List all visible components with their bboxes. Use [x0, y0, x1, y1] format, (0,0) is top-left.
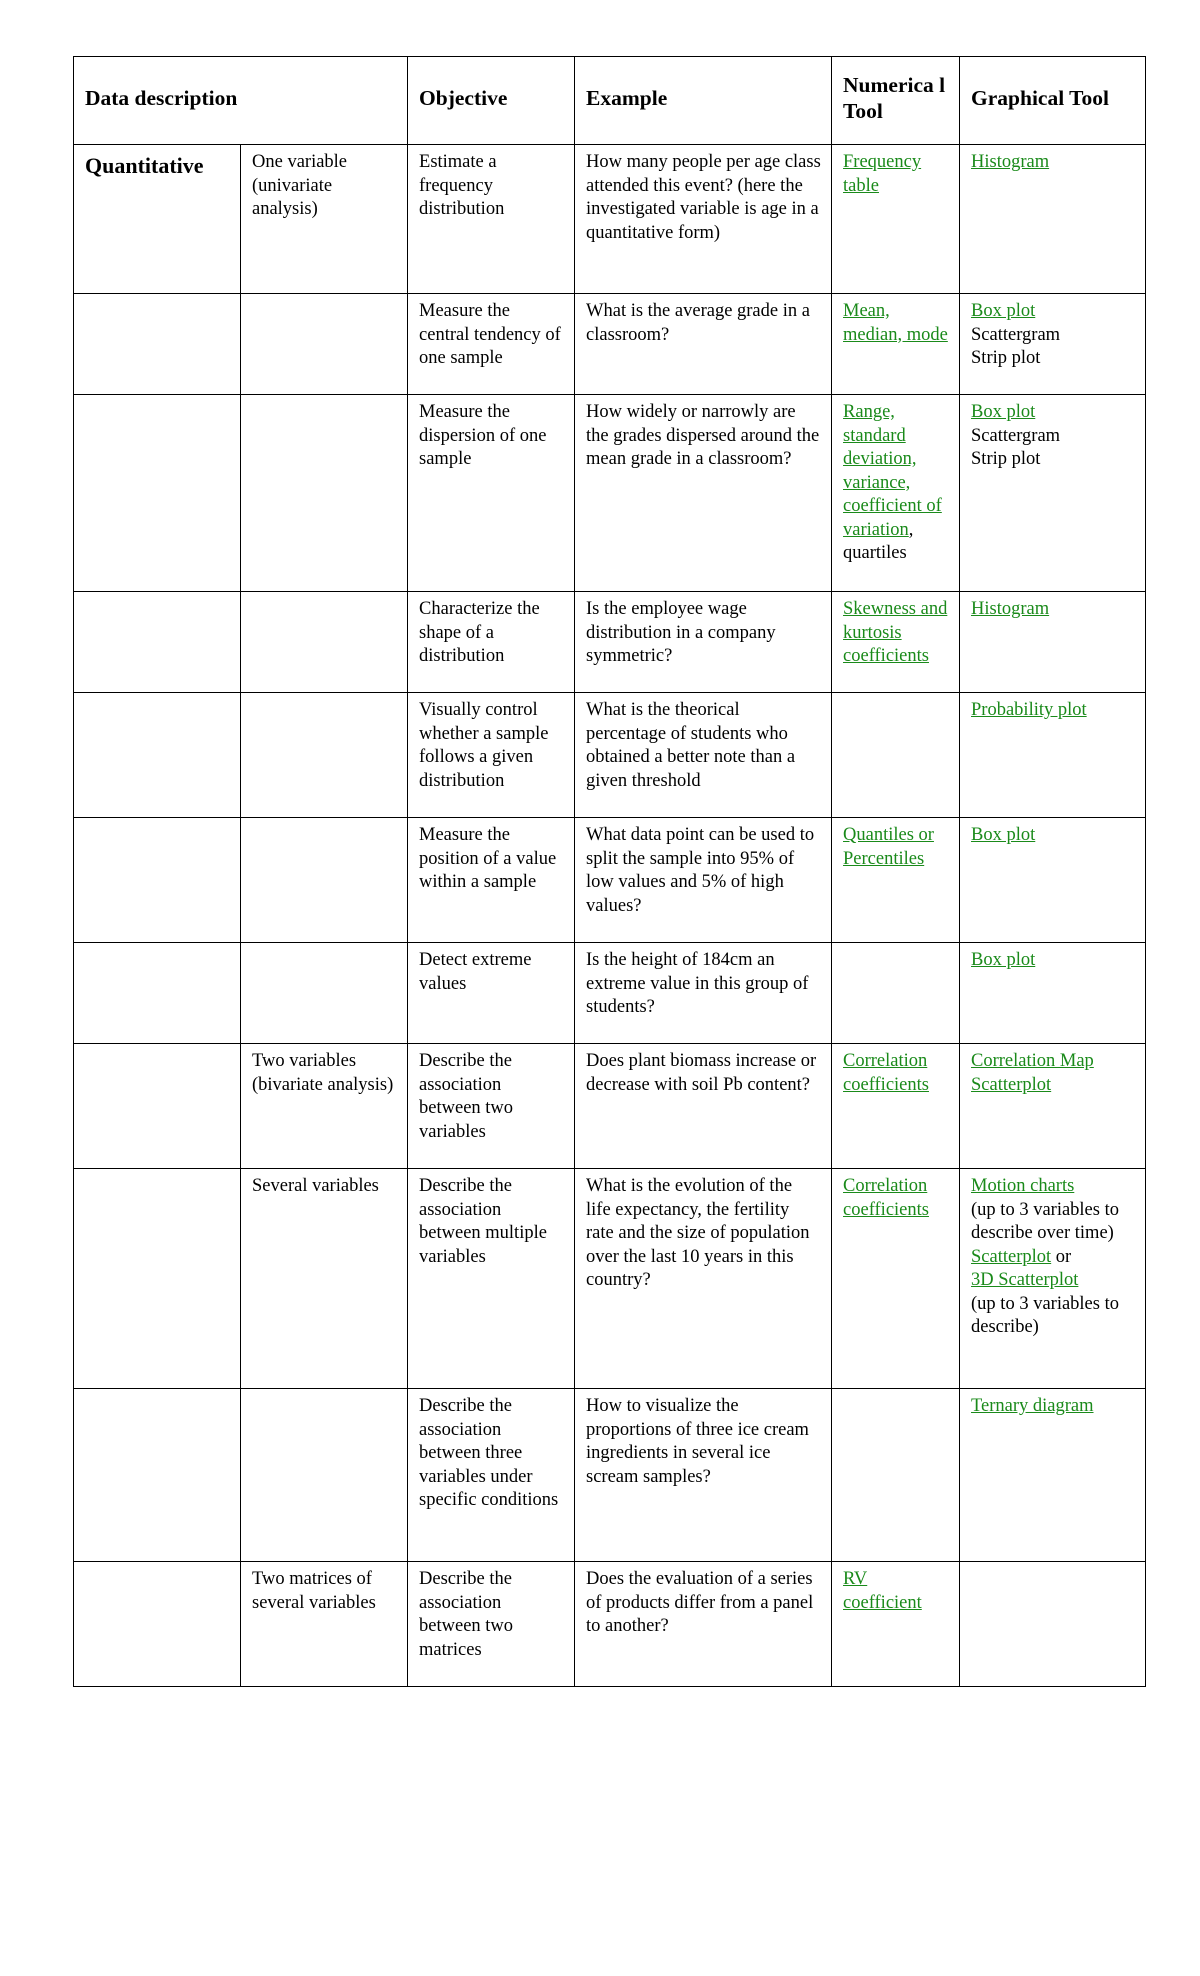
- header-graphical-tool: Graphical Tool: [960, 57, 1146, 145]
- numerical-tool-cell: [832, 1562, 960, 1687]
- graphical-tool-cell: [960, 145, 1146, 294]
- table-row: [74, 1044, 1146, 1169]
- dispersion-measures-link[interactable]: Range, standard deviation, variance, coefficient of variation: [843, 402, 942, 540]
- category-cell: [74, 1389, 241, 1562]
- variables-cell: Two variables (bivariate analysis): [241, 1044, 408, 1169]
- variables-cell: Two matrices of several variables: [241, 1562, 408, 1687]
- variables-cell: [241, 395, 408, 592]
- 3d-scatterplot-link[interactable]: 3D Scatterplot: [971, 1270, 1079, 1290]
- table-row: [74, 395, 1146, 592]
- table-row: [74, 592, 1146, 693]
- objective-cell: Describe the association between two matrices: [408, 1562, 575, 1687]
- objective-cell: Measure the central tendency of one sample: [408, 294, 575, 395]
- frequency-table-link[interactable]: Frequency table: [843, 152, 922, 196]
- scattergram-text: Scattergram: [971, 425, 1061, 446]
- objective-cell: Describe the association between three variables under specific conditions: [408, 1389, 575, 1562]
- numerical-tool-cell: [832, 1044, 960, 1169]
- example-cell: What is the evolution of the life expectancy, the fertility rate and the size of population over the last 10 years in this country?: [575, 1169, 832, 1389]
- graphical-tool-cell: [960, 818, 1146, 943]
- strip-plot-text: Strip plot: [971, 348, 1041, 368]
- objective-cell: Describe the association between multiple variables: [408, 1169, 575, 1389]
- example-cell: What is the average grade in a classroom?: [575, 294, 832, 395]
- scatterplot-line: [971, 1246, 1135, 1270]
- category-cell: [74, 693, 241, 818]
- scatterplot-note: (up to 3 variables to describe): [971, 1293, 1119, 1337]
- scatterplot-link[interactable]: Scatterplot: [971, 1074, 1052, 1095]
- example-cell: Does plant biomass increase or decrease with soil Pb content?: [575, 1044, 832, 1169]
- example-cell: What is the theorical percentage of students who obtained a better note than a given threshold: [575, 693, 832, 818]
- quantiles-percentiles-link[interactable]: Quantiles or Percentiles: [843, 825, 934, 869]
- scatterplot-link[interactable]: Scatterplot: [971, 1246, 1052, 1267]
- table-row: [74, 145, 1146, 294]
- histogram-link[interactable]: Histogram: [971, 152, 1050, 172]
- example-cell: How to visualize the proportions of three ice cream ingredients in several ice scream samples?: [575, 1389, 832, 1562]
- motion-charts-link[interactable]: Motion charts: [971, 1176, 1075, 1196]
- variables-cell: [241, 294, 408, 395]
- correlation-map-link[interactable]: Correlation Map: [971, 1051, 1094, 1071]
- numerical-tool-cell: [832, 592, 960, 693]
- graphical-tool-cell: [960, 1169, 1146, 1389]
- category-cell: [74, 145, 241, 294]
- category-cell: [74, 1562, 241, 1687]
- numerical-tool-cell: [832, 145, 960, 294]
- example-cell: Is the employee wage distribution in a company symmetric?: [575, 592, 832, 693]
- variables-cell: [241, 1389, 408, 1562]
- category-label: Quantitative: [85, 153, 204, 178]
- graphical-tool-cell: [960, 693, 1146, 818]
- graphical-tool-cell: [960, 592, 1146, 693]
- box-plot-link[interactable]: Box plot: [971, 950, 1036, 970]
- histogram-link[interactable]: Histogram: [971, 599, 1050, 619]
- header-data-description: Data description: [74, 57, 408, 145]
- ternary-diagram-link[interactable]: Ternary diagram: [971, 1396, 1094, 1416]
- category-cell: [74, 1169, 241, 1389]
- probability-plot-link[interactable]: Probability plot: [971, 700, 1087, 720]
- data-analysis-tools-table: [73, 56, 1146, 1687]
- table-row: [74, 818, 1146, 943]
- graphical-tool-cell: [960, 1389, 1146, 1562]
- objective-cell: Estimate a frequency distribution: [408, 145, 575, 294]
- objective-cell: Characterize the shape of a distribution: [408, 592, 575, 693]
- strip-plot-text: Strip plot: [971, 449, 1041, 469]
- quartiles-text: quartiles: [843, 543, 907, 563]
- graphical-tool-cell: [960, 395, 1146, 592]
- graphical-tool-cell: [960, 1562, 1146, 1687]
- category-cell: [74, 1044, 241, 1169]
- numerical-tool-cell: [832, 943, 960, 1044]
- objective-cell: Describe the association between two variables: [408, 1044, 575, 1169]
- box-plot-link[interactable]: Box plot: [971, 301, 1036, 321]
- table-row: [74, 693, 1146, 818]
- scattergram-text: Scattergram: [971, 324, 1061, 345]
- table-row: [74, 294, 1146, 395]
- variables-cell: [241, 592, 408, 693]
- objective-cell: Detect extreme values: [408, 943, 575, 1044]
- or-text: or: [1051, 1246, 1072, 1267]
- category-cell: [74, 395, 241, 592]
- header-objective: Objective: [408, 57, 575, 145]
- variables-cell: [241, 693, 408, 818]
- example-cell: Does the evaluation of a series of products differ from a panel to another?: [575, 1562, 832, 1687]
- correlation-coefficients-link[interactable]: Correlation coefficients: [843, 1176, 929, 1220]
- header-row: [74, 57, 1146, 145]
- example-cell: What data point can be used to split the sample into 95% of low values and 5% of high values?: [575, 818, 832, 943]
- variables-cell: One variable (univariate analysis): [241, 145, 408, 294]
- example-cell: How widely or narrowly are the grades dispersed around the mean grade in a classroom?: [575, 395, 832, 592]
- example-cell: How many people per age class attended this event? (here the investigated variable is age in a quantitative form): [575, 145, 832, 294]
- table-row: [74, 1169, 1146, 1389]
- box-plot-link[interactable]: Box plot: [971, 402, 1036, 422]
- skewness-kurtosis-link[interactable]: Skewness and kurtosis coefficients: [843, 599, 948, 666]
- correlation-coefficients-link[interactable]: Correlation coefficients: [843, 1051, 929, 1095]
- objective-cell: Measure the dispersion of one sample: [408, 395, 575, 592]
- graphical-tool-cell: [960, 943, 1146, 1044]
- rv-coefficient-link[interactable]: RV coefficient: [843, 1569, 922, 1613]
- box-plot-link[interactable]: Box plot: [971, 825, 1036, 845]
- numerical-tool-cell: [832, 1389, 960, 1562]
- numerical-tool-cell: [832, 693, 960, 818]
- mean-median-mode-link[interactable]: Mean, median, mode: [843, 301, 948, 345]
- variables-cell: Several variables: [241, 1169, 408, 1389]
- comma-text: ,: [908, 519, 914, 540]
- numerical-tool-cell: [832, 395, 960, 592]
- numerical-tool-cell: [832, 294, 960, 395]
- objective-cell: Visually control whether a sample follows a given distribution: [408, 693, 575, 818]
- graphical-tool-cell: [960, 294, 1146, 395]
- variables-cell: [241, 818, 408, 943]
- header-example: Example: [575, 57, 832, 145]
- category-cell: [74, 943, 241, 1044]
- motion-charts-note: (up to 3 variables to describe over time): [971, 1199, 1119, 1243]
- category-cell: [74, 592, 241, 693]
- table-row: [74, 1562, 1146, 1687]
- table-row: [74, 1389, 1146, 1562]
- example-cell: Is the height of 184cm an extreme value in this group of students?: [575, 943, 832, 1044]
- table-row: [74, 943, 1146, 1044]
- numerical-tool-cell: [832, 818, 960, 943]
- category-cell: [74, 294, 241, 395]
- objective-cell: Measure the position of a value within a sample: [408, 818, 575, 943]
- variables-cell: [241, 943, 408, 1044]
- numerical-tool-cell: [832, 1169, 960, 1389]
- category-cell: [74, 818, 241, 943]
- header-numerical-tool: Numerica l Tool: [832, 57, 960, 145]
- graphical-tool-cell: [960, 1044, 1146, 1169]
